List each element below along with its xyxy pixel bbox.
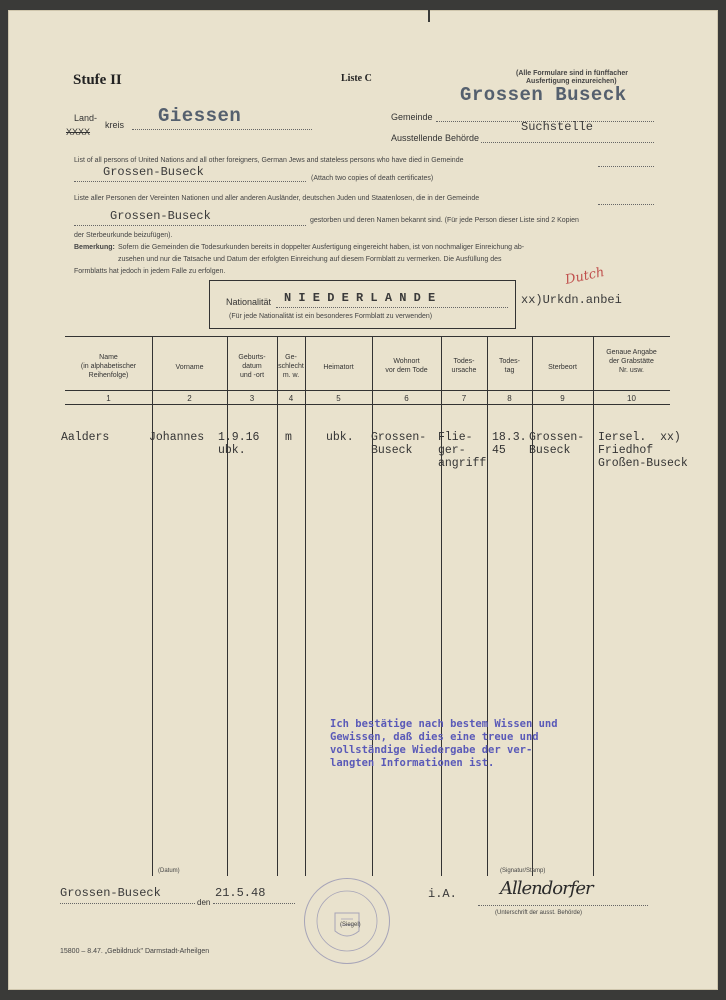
row-geburt: 1.9.16 ubk. bbox=[218, 431, 260, 457]
unterschrift-label: (Unterschrift der ausst. Behörde) bbox=[495, 910, 583, 916]
col-head-vorname: Vorname bbox=[175, 364, 204, 371]
german-line2: gestorben und deren Namen bekannt sind. (Für jede Person dieser Liste sind 2 Kopien bbox=[310, 217, 579, 224]
col-rule-3 bbox=[277, 336, 278, 876]
col-rule-8 bbox=[532, 336, 533, 876]
col-num-1: 1 bbox=[106, 394, 111, 403]
table-top-border bbox=[65, 336, 670, 337]
row-sterbeort: Grossen- Buseck bbox=[529, 431, 585, 457]
official-seal bbox=[304, 878, 390, 964]
land-value: Giessen bbox=[158, 105, 242, 127]
col-num-9: 9 bbox=[560, 394, 565, 403]
col-head-ursache: Todes- ursache bbox=[451, 358, 477, 374]
behoerde-underline bbox=[481, 142, 654, 143]
seal-emblem-icon bbox=[305, 879, 389, 963]
row-wohnort: Grossen- Buseck bbox=[371, 431, 427, 457]
german-line1: Liste aller Personen der Vereinten Nationen und aller anderen Ausländer, deutschen Juden und Staatenlosen, die in der Gemeinde bbox=[74, 195, 480, 202]
kreis-label: kreis bbox=[105, 120, 125, 130]
datum-label: (Datum) bbox=[158, 868, 180, 874]
sheet-notch bbox=[428, 10, 430, 22]
table-header-rule bbox=[65, 390, 670, 391]
den-label: den bbox=[197, 898, 211, 907]
footer-ort: Grossen-Buseck bbox=[60, 886, 161, 900]
german-value: Grossen-Buseck bbox=[110, 209, 211, 223]
col-head-name: Name (in alphabetischer Reihenfolge) bbox=[80, 354, 137, 379]
english-attach: (Attach two copies of death certificates) bbox=[311, 175, 434, 182]
col-head-geburt: Geburts- datum und -ort bbox=[238, 354, 266, 379]
remark-line2: zusehen und nur die Tatsache und Datum der erfolgten Einreichung auf diesem Formblatt zu vermerken. Die Ausfüllung des bbox=[118, 256, 502, 263]
english-text: List of all persons of United Nations and all other foreigners, German Jews and stateless persons who have died in Gemeinde bbox=[74, 157, 464, 164]
nationality-label: Nationalität bbox=[226, 297, 272, 307]
land-struck: XXXX bbox=[66, 127, 91, 137]
behoerde-value: Suchstelle bbox=[521, 120, 594, 134]
handwritten-note: Dutch bbox=[563, 265, 606, 288]
row-name: Aalders bbox=[61, 431, 110, 444]
remark-line3: Formblatts hat jedoch in jedem Falle zu erfolgen. bbox=[74, 268, 226, 275]
note-line2: Ausfertigung einzureichen) bbox=[526, 78, 617, 85]
col-head-sterbeort: Sterbeort bbox=[548, 364, 577, 371]
col-num-8: 8 bbox=[507, 394, 512, 403]
col-num-2: 2 bbox=[187, 394, 192, 403]
col-rule-1 bbox=[152, 336, 153, 876]
land-underline bbox=[132, 129, 312, 130]
english-value-underline bbox=[74, 181, 306, 182]
col-head-grab: Genaue Angabe der Grabstätte Nr. usw. bbox=[606, 349, 657, 374]
signature: Allendorfer bbox=[500, 878, 593, 899]
col-head-heimatort: Heimatort bbox=[323, 364, 354, 371]
behoerde-label: Ausstellende Behörde bbox=[391, 133, 480, 143]
row-heimatort: ubk. bbox=[326, 431, 354, 444]
english-value: Grossen-Buseck bbox=[103, 165, 204, 179]
note-line1: (Alle Formulare sind in fünffacher bbox=[516, 70, 629, 77]
col-num-4: 4 bbox=[288, 394, 294, 403]
col-num-6: 6 bbox=[404, 394, 409, 403]
document-sheet bbox=[8, 10, 718, 990]
nationality-extra: xx)Urkdn.anbei bbox=[521, 293, 622, 307]
col-rule-5 bbox=[372, 336, 373, 876]
siegel-label: (Siegel) bbox=[340, 922, 361, 928]
table-number-rule bbox=[65, 404, 670, 405]
signature-label: (Signatur/Stamp) bbox=[500, 868, 546, 874]
nationality-underline bbox=[276, 307, 508, 308]
row-ursache: Flie- ger- angriff bbox=[438, 431, 487, 470]
col-head-geschlecht: Ge- schlecht m. w. bbox=[278, 354, 304, 379]
remark-label: Bemerkung: bbox=[74, 244, 115, 251]
stufe-label: Stufe II bbox=[73, 72, 122, 88]
col-head-wohnort: Wohnort vor dem Tode bbox=[385, 358, 428, 374]
col-rule-2 bbox=[227, 336, 228, 876]
col-rule-7 bbox=[487, 336, 488, 876]
row-geschlecht: m bbox=[285, 431, 292, 444]
col-rule-4 bbox=[305, 336, 306, 876]
gemeinde-label: Gemeinde bbox=[391, 112, 433, 122]
german-underline1 bbox=[598, 204, 654, 205]
col-rule-6 bbox=[441, 336, 442, 876]
german-value-underline bbox=[74, 225, 306, 226]
col-rule-9 bbox=[593, 336, 594, 876]
footer-date-underline bbox=[213, 903, 295, 904]
row-todestag: 18.3. 45 bbox=[492, 431, 527, 457]
land-label: Land- bbox=[74, 113, 98, 123]
liste-label: Liste C bbox=[341, 73, 372, 84]
col-num-5: 5 bbox=[336, 394, 341, 403]
signature-underline bbox=[478, 905, 648, 906]
printer-line: 15800 – 8.47. „Gebildruck" Darmstadt-Arheilgen bbox=[60, 948, 210, 955]
gemeinde-value: Grossen Buseck bbox=[460, 84, 627, 106]
german-line3: der Sterbeurkunde beizufügen). bbox=[74, 232, 173, 239]
footer-date: 21.5.48 bbox=[215, 886, 266, 900]
footer-ort-underline bbox=[60, 903, 195, 904]
row-grab: Iersel. xx) Friedhof Großen-Buseck bbox=[598, 431, 688, 470]
nationality-value: N I E D E R L A N D E bbox=[284, 291, 436, 305]
col-head-todestag: Todes- tag bbox=[498, 358, 520, 374]
col-num-7: 7 bbox=[461, 394, 467, 403]
col-num-3: 3 bbox=[249, 394, 255, 403]
col-num-10: 10 bbox=[627, 394, 636, 403]
english-underline bbox=[598, 166, 654, 167]
footer-ia: i.A. bbox=[428, 887, 457, 901]
certification-stamp: Ich bestätige nach bestem Wissen und Gewissen, daß dies eine treue und vollständige Wiedergabe der ver- langten Informationen ist. bbox=[330, 718, 558, 769]
row-vorname: Johannes bbox=[149, 431, 205, 444]
remark-line1: Sofern die Gemeinden die Todesurkunden bereits in doppelter Ausfertigung eingereicht haben, ist von nochmaliger Einreichung ab- bbox=[118, 244, 525, 251]
nationality-note: (Für jede Nationalität ist ein besonderes Formblatt zu verwenden) bbox=[229, 313, 433, 320]
